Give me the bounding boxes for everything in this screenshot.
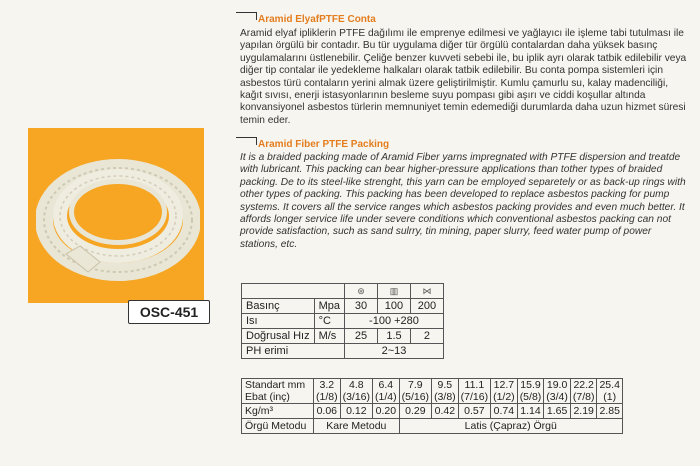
size-mm: 22.2 <box>573 379 594 391</box>
rotary-pump-icon: ⊛ <box>357 286 365 296</box>
reciprocating-icon: ▥ <box>389 286 399 296</box>
size-mm: 11.1 <box>464 379 485 391</box>
pressure-value: 200 <box>410 299 443 314</box>
density-value: 0.57 <box>458 404 490 419</box>
size-inch: (1/8) <box>316 391 338 403</box>
speed-label: Doğrusal Hız <box>242 329 315 344</box>
density-value: 0.20 <box>373 404 400 419</box>
size-inch: (3/4) <box>546 391 568 403</box>
size-mm-label: Standart mm <box>245 379 306 391</box>
density-value: 2.85 <box>597 404 622 419</box>
density-label: Kg/m³ <box>242 404 314 419</box>
speed-value: 1.5 <box>377 329 410 344</box>
speed-unit: M/s <box>314 329 344 344</box>
size-mm: 3.2 <box>319 379 335 391</box>
size-inch: (1) <box>603 391 617 403</box>
size-mm: 6.4 <box>378 379 394 391</box>
model-code-label: OSC-451 <box>128 300 210 324</box>
density-value: 1.14 <box>517 404 544 419</box>
pressure-value: 30 <box>344 299 377 314</box>
size-mm: 7.9 <box>408 379 423 391</box>
size-inch: (1/2) <box>493 391 515 403</box>
size-mm: 19.0 <box>546 379 568 391</box>
braid-method-label: Örgü Metodu <box>242 419 314 434</box>
density-value: 2.19 <box>570 404 597 419</box>
density-value: 0.42 <box>432 404 459 419</box>
temperature-label: Isı <box>242 314 315 329</box>
size-mm: 15.9 <box>520 379 541 391</box>
braid-method-square: Kare Metodu <box>314 419 400 434</box>
english-description: It is a braided packing made of Aramid Fiber yarns impregnated with PTFE dispersion and treatde with lubricant. This packing can bear higher-pressure applications than tother types of braided packing. De to its steel-like strenght, this yarn can be employed separetely or as back-up rings with other types of packing. This packing has been developed to replace asbestos packing for pump systems. It covers all the service ranges which asbestos packing provides and even much better. It affords longer service life under severe conditions which conventional asbestos packing can not provide satisfaction, such as sand sulrry, tin mining, paper slurry, feed water pump of power stations, etc. <box>240 152 686 250</box>
temperature-value: -100 +280 <box>344 314 443 329</box>
size-mm: 4.8 <box>349 379 364 391</box>
turkish-heading: Aramid ElyafPTFE Conta <box>258 14 376 25</box>
ph-value: 2~13 <box>344 344 443 359</box>
density-value: 0.74 <box>491 404 518 419</box>
density-value: 0.06 <box>314 404 341 419</box>
temperature-unit: °C <box>314 314 344 329</box>
size-table <box>241 378 623 434</box>
valve-icon: ⋈ <box>422 286 432 296</box>
size-mm: 9.5 <box>437 379 453 391</box>
packing-coil-image <box>36 150 200 282</box>
size-inch: (1/4) <box>375 391 397 403</box>
density-value: 0.12 <box>340 404 372 419</box>
speed-value: 2 <box>410 329 443 344</box>
density-value: 0.29 <box>399 404 431 419</box>
density-value: 1.65 <box>544 404 571 419</box>
english-heading: Aramid Fiber PTFE Packing <box>258 139 390 150</box>
turkish-description: Aramid elyaf ipliklerin PTFE dağılımı ile emprenye edilmesi ve yağlayıcı ile işleme tabi tutulması ile yapılan örgülü bir contadır. Bu tür uygulama diğer tür örgülü contalardan daha yüksek basınç uygulamalarını üstlenebilir. Çeliğe benzer kuvveti sebebi ile, bu iplik ayrı olarak tatbik edilebilir veya diğer tip contalar ile yedekleme halkaları olarak tatbik edilebilir. Bu conta pompa sistemleri için asbestos türü contaların yerini almak üzere geliştirilmiştir. Kumlu çamurlu su, kalay madenciliği, kağıt sıvısı, enerji istasyonlarının besleme suyu pompası gibi aşırı ve ciddi koşullar altında konvansiyonel asbestos türlerin memnuniyet temin edemediği durumlarda daha uzun hizmet süresi temin eder. <box>240 28 687 126</box>
ph-label: PH erimi <box>242 344 345 359</box>
size-inch-label: Ebat (inç) <box>245 391 290 403</box>
size-inch: (3/8) <box>434 391 456 403</box>
size-inch: (3/16) <box>342 391 371 403</box>
spec-table <box>241 283 444 359</box>
size-inch: (5/16) <box>401 391 430 403</box>
pressure-value: 100 <box>377 299 410 314</box>
size-inch: (7/8) <box>572 391 595 403</box>
size-inch: (7/16) <box>460 391 489 403</box>
pressure-label: Basınç <box>242 299 315 314</box>
speed-value: 25 <box>344 329 377 344</box>
size-inch: (5/8) <box>519 391 542 403</box>
pressure-unit: Mpa <box>314 299 344 314</box>
braid-method-lattice: Latis (Çapraz) Örgü <box>399 419 622 434</box>
size-mm: 25.4 <box>599 379 620 391</box>
size-mm: 12.7 <box>493 379 515 391</box>
